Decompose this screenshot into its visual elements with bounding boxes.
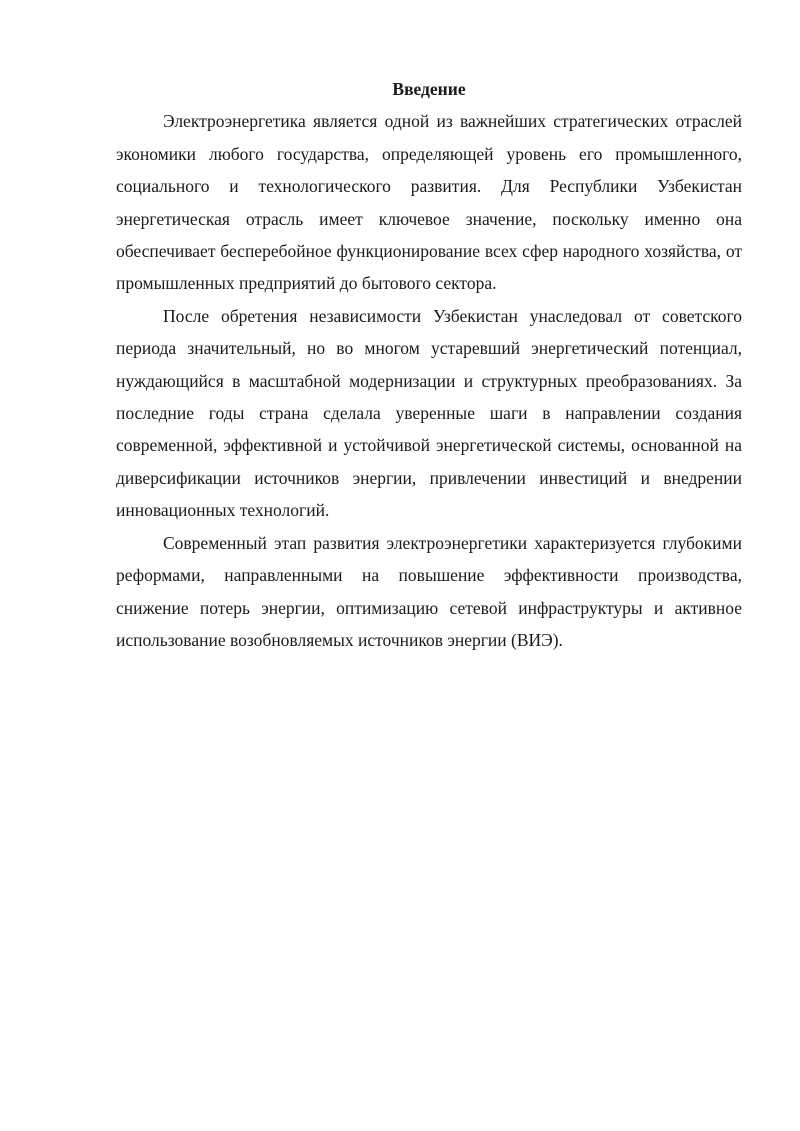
paragraph-3: Современный этап развития электроэнергетики характеризуется глубокими реформами, направленными на повышение эффективности производства, снижение потерь энергии, оптимизацию сетевой инфраструктуры и активное использование возобновляемых источников энергии (ВИЭ). — [116, 532, 742, 650]
paragraph-1: Электроэнергетика является одной из важнейших стратегических отраслей экономики любого государства, определяющей уровень его промышленного, социального и технологического развития. Для Республики Узбекистан энергетическая отрасль имеет ключевое значение, поскольку именно она обеспечивает бесперебойное функционирование всех сфер народного хозяйства, от промышленных предприятий до бытового сектора. — [116, 111, 742, 294]
paragraph-2: После обретения независимости Узбекистан унаследовал от советского периода значительный, но во многом устаревший энергетический потенциал, нуждающийся в масштабной модернизации и структурных преобразованиях. За последние годы страна сделала уверенные шаги в направлении создания современной, эффективной и устойчивой энергетической системы, основанной на диверсификации источников энергии, привлечении инвестиций и внедрении инновационных технологий. — [116, 305, 742, 521]
document-body — [116, 73, 742, 656]
section-title: Введение — [392, 79, 466, 99]
